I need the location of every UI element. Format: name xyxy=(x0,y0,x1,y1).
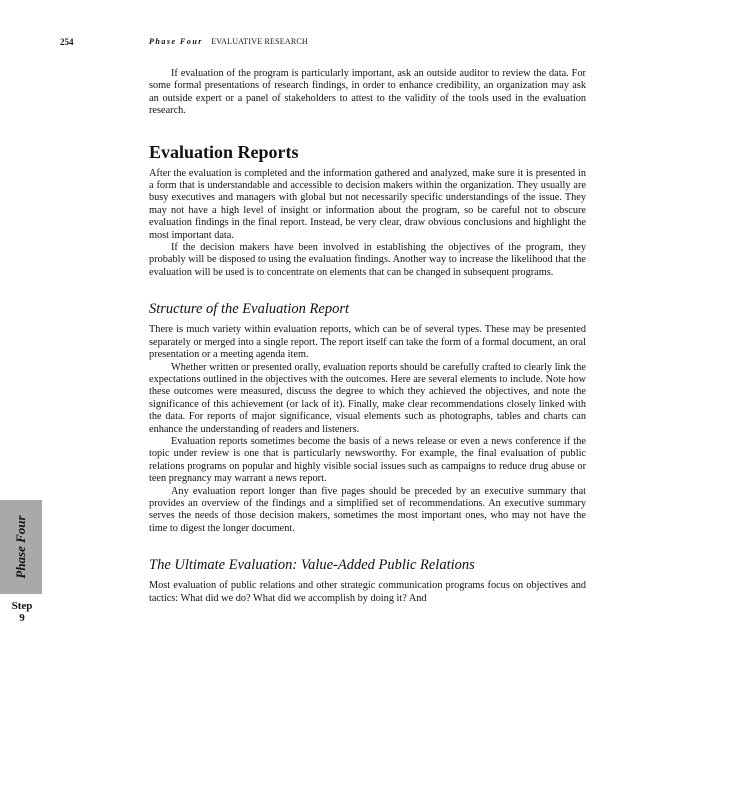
running-head-section: EVALUATIVE RESEARCH xyxy=(211,37,308,46)
evaluation-reports-paragraph-1: After the evaluation is completed and the information gathered and analyzed, make sure it is presented in a form that is understandable and accessible to decision makers within the organization. They usually are busy executives and managers with global but not necessarily specific understandings of the issue. They may not have a high level of insight or information about the program, so be careful not to obscure evaluation findings in the final report. Instead, be very clear, draw obvious conclusions and highlight the most important data. xyxy=(149,167,586,241)
heading-evaluation-reports: Evaluation Reports xyxy=(149,141,299,162)
page-body xyxy=(149,68,586,605)
running-head-phase: Phase Four xyxy=(149,37,203,46)
step-label: Step xyxy=(11,600,33,612)
intro-paragraph: If evaluation of the program is particularly important, ask an outside auditor to review the data. For some formal presentations of research findings, in order to enhance credibility, an organization may ask an outside expert or a panel of stakeholders to attest to the validity of the tools used in the evaluation research. xyxy=(149,68,586,117)
structure-paragraph-1: There is much variety within evaluation reports, which can be of several types. These may be presented separately or merged into a single report. The report itself can take the form of a formal document, an oral presentation or a meeting agenda item. xyxy=(149,324,586,361)
evaluation-reports-paragraph-2: If the decision makers have been involved in establishing the objectives of the program, they probably will be disposed to using the evaluation findings. Another way to increase the likelihood that the evaluation will be used is to concentrate on elements that can be changed in subsequent programs. xyxy=(149,242,586,278)
heading-ultimate-evaluation: The Ultimate Evaluation: Value-Added Public Relations xyxy=(149,557,475,574)
structure-paragraph-2: Whether written or presented orally, evaluation reports should be carefully crafted to clearly link the expectations outlined in the objectives with the outcomes. Here are several elements to include. Note how these outcomes were measured, discuss the degree to which they achieved the objectives, and note the significance of this achievement (or lack of it). Finally, make clear recommendations closely linked with the data. For reports of major significance, visual elements such as photographs, tables and charts can enhance the understanding of readers and listeners. xyxy=(149,361,586,435)
running-head xyxy=(149,37,308,46)
step-marker xyxy=(2,600,42,624)
page-number: 254 xyxy=(60,37,74,47)
step-number: 9 xyxy=(19,612,25,624)
phase-side-tab-label: Phase Four xyxy=(13,515,28,579)
phase-side-tab xyxy=(0,500,42,594)
structure-paragraph-3: Evaluation reports sometimes become the basis of a news release or even a news conference if the topic under review is one that is particularly newsworthy. For example, the final evaluation of public relations programs on popular and highly visible social issues such as campaigns to reduce drug abuse or teen pregnancy may warrant a news report. xyxy=(149,435,586,485)
structure-paragraph-4: Any evaluation report longer than five pages should be preceded by an executive summary that provides an overview of the findings and a simplified set of recommendations. An executive summary serves the needs of those decision makers, sometimes the most important ones, who may not have the time to digest the longer document. xyxy=(149,485,586,534)
ultimate-evaluation-paragraph-1: Most evaluation of public relations and other strategic communication programs focus on objectives and tactics: What did we do? What did we accomplish by doing it? And xyxy=(149,580,586,604)
heading-structure: Structure of the Evaluation Report xyxy=(149,301,350,318)
